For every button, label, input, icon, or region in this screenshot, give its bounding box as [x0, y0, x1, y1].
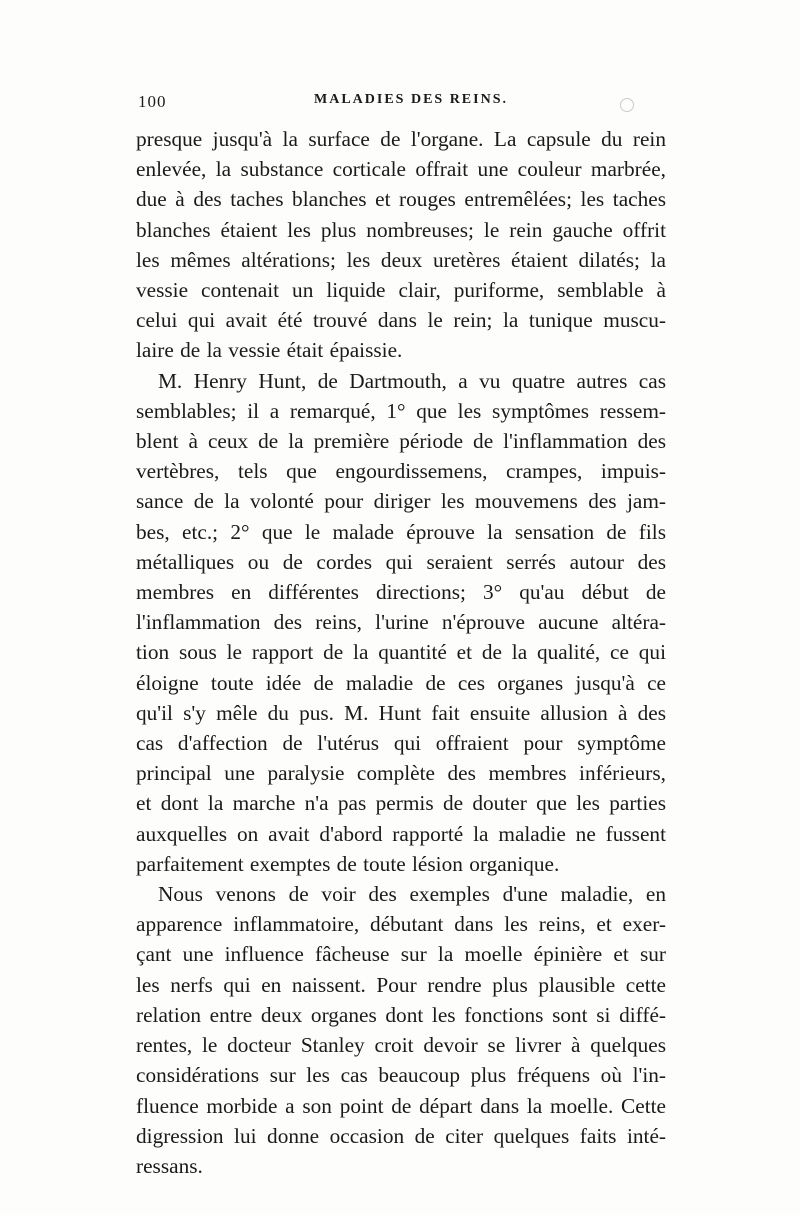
text-line: laire de la vessie était épaissie. [136, 338, 403, 363]
text-line: vertèbres, tels que engourdissemens, crampes, impuis- [136, 459, 666, 484]
text-line: semblables; il a remarqué, 1° que les symptômes ressem- [136, 398, 666, 423]
text-line: et dont la marche n'a pas permis de douter que les parties [136, 791, 666, 816]
text-line: considérations sur les cas beaucoup plus fréquens où l'in- [136, 1063, 666, 1088]
ink-mark-icon [620, 98, 634, 112]
text-line: l'inflammation des reins, l'urine n'éprouve aucune altéra- [136, 610, 666, 635]
text-line: celui qui avait été trouvé dans le rein; la tunique muscu- [136, 308, 666, 333]
text-line: relation entre deux organes dont les fonctions sont si diffé- [136, 1002, 666, 1027]
text-line: parfaitement exemptes de toute lésion organique. [136, 851, 560, 876]
text-line: principal une paralysie complète des membres inférieurs, [136, 761, 666, 786]
text-line: enlevée, la substance corticale offrait une couleur marbrée, [136, 157, 666, 182]
text-line: vessie contenait un liquide clair, puriforme, semblable à [136, 278, 666, 303]
text-line: les nerfs qui en naissent. Pour rendre plus plausible cette [136, 972, 666, 997]
paragraph-1 [136, 124, 666, 366]
text-line: sance de la volonté pour diriger les mouvemens des jam- [136, 489, 666, 514]
text-line: éloigne toute idée de maladie de ces organes jusqu'à ce [136, 670, 666, 695]
text-line: ressans. [136, 1153, 203, 1178]
text-line: Nous venons de voir des exemples d'une maladie, en [158, 882, 666, 907]
text-line: due à des taches blanches et rouges entremêlées; les taches [136, 187, 666, 212]
page-number: 100 [138, 92, 167, 111]
text-line: cas d'affection de l'utérus qui offraient pour symptôme [136, 731, 666, 756]
text-line: tion sous le rapport de la quantité et de la qualité, ce qui [136, 640, 666, 665]
text-line: auxquelles on avait d'abord rapporté la maladie ne fussent [136, 821, 666, 846]
paragraph-3 [136, 879, 666, 1181]
text-line: presque jusqu'à la surface de l'organe. La capsule du rein [136, 127, 666, 151]
text-line: métalliques ou de cordes qui seraient serrés autour des [136, 549, 666, 574]
text-line: apparence inflammatoire, débutant dans les reins, et exer- [136, 912, 666, 937]
text-line: blanches étaient les plus nombreuses; le rein gauche offrit [136, 217, 666, 242]
text-line: bes, etc.; 2° que le malade éprouve la sensation de fils [136, 519, 666, 544]
text-line: fluence morbide a son point de départ dans la moelle. Cette [136, 1093, 666, 1118]
paragraph-2 [136, 366, 666, 879]
text-line: rentes, le docteur Stanley croit devoir se livrer à quelques [136, 1033, 666, 1058]
text-line: blent à ceux de la première période de l'inflammation des [136, 429, 666, 454]
text-line: membres en différentes directions; 3° qu'au début de [136, 580, 666, 605]
running-title: MALADIES DES REINS. [314, 92, 508, 107]
text-line: qu'il s'y mêle du pus. M. Hunt fait ensuite allusion à des [136, 700, 666, 725]
text-line: M. Henry Hunt, de Dartmouth, a vu quatre autres cas [158, 368, 666, 393]
text-line: les mêmes altérations; les deux uretères étaient dilatés; la [136, 247, 666, 272]
body-text [136, 124, 666, 1181]
text-line: digression lui donne occasion de citer quelques faits inté- [136, 1123, 666, 1148]
page-header [138, 92, 658, 116]
text-line: çant une influence fâcheuse sur la moelle épinière et sur [136, 942, 666, 967]
